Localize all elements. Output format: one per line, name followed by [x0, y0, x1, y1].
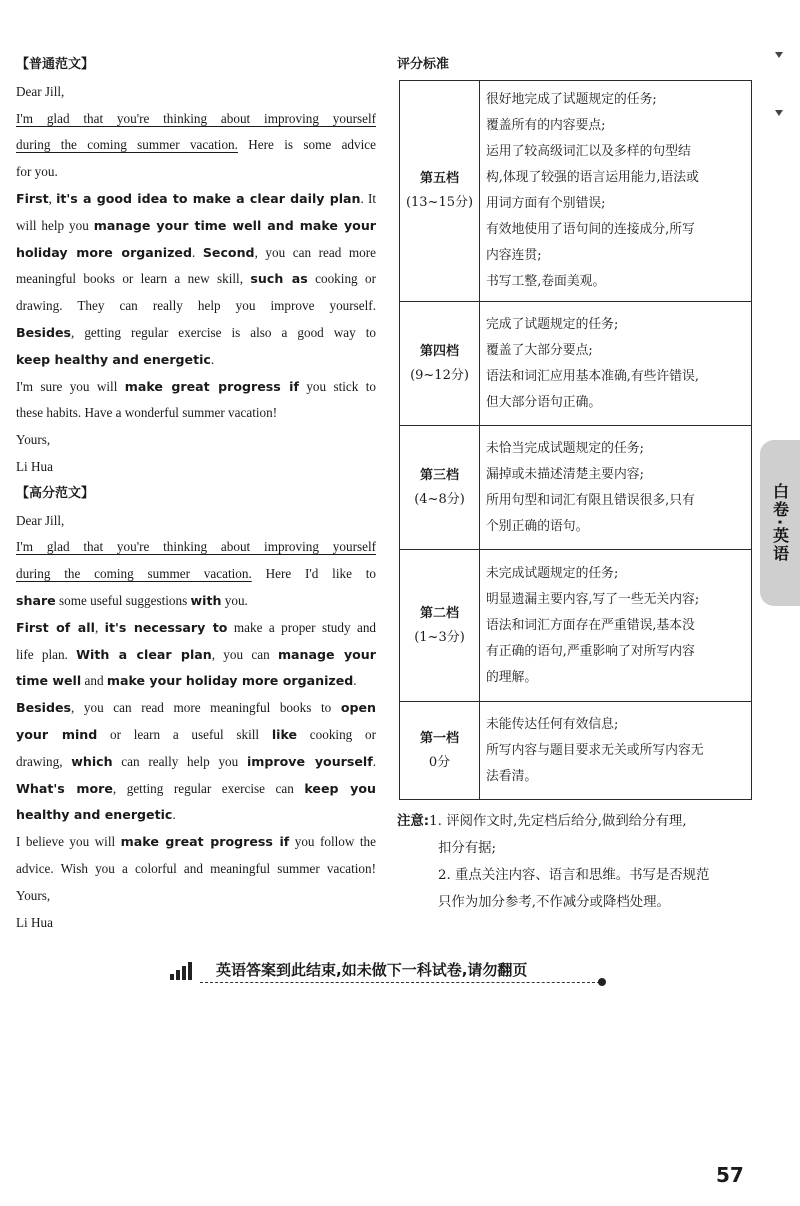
grade-level-cell [400, 81, 480, 302]
essay-line [16, 695, 376, 722]
grade-row [400, 550, 752, 702]
text-segment: these habits. Have a wonderful summer vacation! [16, 405, 278, 421]
criteria-line: 未能传达任何有效信息; [486, 716, 619, 732]
grade-level-cell [400, 702, 480, 800]
bold-phrase: like [271, 726, 298, 742]
text-segment: , getting regular exercise is also a good way to [71, 324, 376, 340]
text-segment: , [94, 619, 105, 635]
dot-icon [598, 978, 606, 986]
text-segment: Here is some advice [237, 137, 376, 153]
text-segment: you follow the [289, 834, 377, 850]
dashed-divider [200, 982, 600, 983]
text-segment: , [48, 190, 57, 206]
bold-phrase: make your holiday more organized [106, 673, 354, 689]
essay-signature: Li Hua [16, 914, 53, 930]
text-segment: , getting regular exercise can [112, 780, 305, 796]
grade-score-range: (13~15分) [405, 195, 474, 210]
bold-phrase: make great progress if [120, 834, 290, 850]
essay-line [16, 749, 376, 776]
grade-score-range: (4~8分) [414, 491, 465, 507]
text-segment: , you can [211, 646, 278, 662]
grade-name: 第五档 [419, 171, 459, 186]
bold-phrase: First [16, 190, 49, 206]
criteria-line: 语法和词汇方面存在严重错误,基本没 [486, 617, 695, 633]
essay-line [16, 159, 376, 186]
bold-phrase: manage your [277, 646, 376, 662]
note-line [397, 889, 757, 916]
criteria-line: 覆盖所有的内容要点; [486, 118, 606, 133]
text-segment: Here I'd like to [251, 566, 376, 582]
criteria-line: 但大部分语句正确。 [486, 394, 602, 410]
criteria-line: 所写内容与题目要求无关或所写内容无 [486, 742, 704, 758]
text-segment: you stick to [298, 378, 376, 394]
rubric-column [397, 52, 757, 916]
criteria-line: 内容连贯; [486, 248, 542, 263]
bold-phrase: it's a good idea to make a clear daily plan [56, 190, 361, 206]
essay-line [16, 213, 376, 240]
signal-bars-icon [170, 962, 200, 980]
grade-score-range: (1~3分) [414, 629, 465, 645]
essay-line [16, 320, 376, 347]
text-segment: , you can read more [254, 244, 376, 260]
note-text: 只作为加分参考,不作减分或降档处理。 [438, 895, 670, 910]
text-segment: . [353, 673, 357, 689]
text-segment: cooking or [297, 726, 376, 742]
subject-side-tab [760, 440, 800, 606]
text-segment: drawing. They can really help you improve yourself. [16, 298, 376, 314]
essay-line [16, 266, 376, 293]
bold-phrase: What's more [16, 780, 113, 796]
essay-line [16, 615, 376, 642]
note-line [397, 862, 757, 889]
note-text: 2. 重点关注内容、语言和思维。书写是否规范 [438, 868, 710, 883]
essay-closing: Yours, [16, 887, 51, 903]
criteria-line: 有效地使用了语句间的连接成分,所写 [486, 222, 695, 237]
grade-criteria-cell [480, 702, 752, 800]
essay-line [16, 856, 376, 883]
essay-greeting: Dear Jill, [16, 512, 65, 528]
text-segment: can really help you [112, 753, 247, 769]
essay-line [16, 776, 376, 803]
essay-line [16, 534, 376, 561]
text-segment: make a proper study and [227, 619, 377, 635]
criteria-line: 的理解。 [486, 669, 538, 685]
criteria-line: 运用了较高级词汇以及多样的句型结 [486, 144, 691, 159]
text-segment: . [191, 244, 203, 260]
bold-phrase: with [190, 592, 222, 608]
text-segment: advice. Wish you a colorful and meaningful summer vacation! [16, 860, 376, 876]
text-segment: and [81, 673, 107, 689]
bold-phrase: make great progress if [124, 378, 299, 394]
essay-line [16, 132, 376, 159]
criteria-line: 语法和词汇应用基本准确,有些许错误, [486, 368, 699, 384]
essay-line [16, 829, 376, 856]
bold-phrase: time well [16, 673, 82, 689]
end-banner [170, 958, 610, 988]
bold-phrase: First of all [16, 619, 95, 635]
grade-level-cell [400, 302, 480, 426]
essay-line [16, 106, 376, 133]
bold-phrase: Second [202, 244, 255, 260]
rubric-title: 评分标准 [397, 57, 450, 72]
criteria-line: 所用句型和词汇有限且错误很多,只有 [486, 492, 695, 508]
text-segment: you. [221, 592, 248, 608]
text-segment: I believe you will [16, 834, 121, 850]
text-segment: . [172, 807, 176, 823]
bold-phrase: such as [250, 271, 308, 287]
essay-line [16, 668, 376, 695]
grade-score-range: 0分 [428, 754, 451, 770]
grade-row [400, 81, 752, 302]
bold-phrase: holiday more organized [16, 244, 192, 260]
essay-line [16, 642, 376, 669]
essay-line [16, 722, 376, 749]
text-segment: . [210, 351, 215, 367]
essay-line [16, 347, 376, 374]
essay-line [16, 561, 376, 588]
grade-level-cell [400, 550, 480, 702]
criteria-line: 完成了试题规定的任务; [486, 316, 619, 332]
criteria-line: 漏掉或未描述清楚主要内容; [486, 466, 644, 482]
down-triangle-icon [775, 110, 783, 116]
text-segment: will help you [16, 217, 94, 233]
text-segment: cooking or [307, 271, 376, 287]
bold-phrase: improve yourself [246, 753, 373, 769]
text-segment: during the coming summer vacation. [16, 566, 252, 582]
text-segment: meaningful books or learn a new skill, [16, 271, 251, 287]
text-segment: I'm sure you will [16, 378, 125, 394]
essay-closing: Yours, [16, 432, 51, 448]
text-segment: . [372, 753, 377, 769]
criteria-line: 个别正确的语句。 [486, 518, 589, 534]
grade-criteria-cell [480, 302, 752, 426]
note-label: 注意: [397, 814, 430, 829]
essay-signature: Li Hua [16, 458, 53, 474]
essay-line [16, 802, 376, 829]
grade-score-range: (9~12分) [410, 367, 469, 383]
text-segment: some useful suggestions [55, 592, 191, 608]
text-segment: during the coming summer vacation. [16, 137, 238, 153]
text-segment: . It [360, 190, 377, 206]
essay-line [16, 186, 376, 213]
grade-criteria-cell [480, 550, 752, 702]
bold-phrase: With a clear plan [76, 646, 212, 662]
bold-phrase: healthy and energetic [16, 807, 173, 823]
text-segment: , you can read more meaningful books to [71, 700, 341, 716]
grade-name: 第二档 [419, 605, 459, 621]
criteria-line: 未完成试题规定的任务; [486, 565, 619, 581]
criteria-line: 未恰当完成试题规定的任务; [486, 440, 644, 456]
criteria-line: 法看清。 [486, 768, 538, 784]
subject-tab-label: 白卷·英语 [770, 482, 790, 564]
grade-row [400, 702, 752, 800]
note-text: 1. 评阅作文时,先定档后给分,做到给分有理, [429, 814, 687, 829]
essay-greeting: Dear Jill, [16, 83, 65, 99]
note-line [397, 835, 757, 862]
end-banner-text: 英语答案到此结束,如未做下一科试卷,请勿翻页 [216, 961, 528, 979]
bold-phrase: it's necessary to [104, 619, 228, 635]
essay-line [16, 588, 376, 615]
criteria-line: 很好地完成了试题规定的任务; [486, 92, 657, 107]
bold-phrase: keep you [304, 780, 376, 796]
essay-line [16, 240, 376, 267]
criteria-line: 明显遗漏主要内容,写了一些无关内容; [486, 591, 700, 607]
essay-line [16, 293, 376, 320]
criteria-line: 构,体现了较强的语言运用能力,语法或 [486, 170, 699, 185]
criteria-line: 有正确的语句,严重影响了对所写内容 [486, 643, 695, 659]
criteria-line: 覆盖了大部分要点; [486, 342, 593, 358]
essay-line [16, 374, 376, 401]
text-segment: or learn a useful skill [97, 726, 272, 742]
bold-phrase: Besides [16, 324, 72, 340]
note-line [397, 808, 757, 835]
grade-criteria-cell [480, 426, 752, 550]
grade-name: 第一档 [419, 730, 459, 746]
grade-row [400, 302, 752, 426]
essay-column [16, 52, 376, 936]
text-segment: drawing, [16, 753, 72, 769]
grade-criteria-cell [480, 81, 752, 302]
grading-table [399, 80, 752, 800]
criteria-line: 用词方面有个别错误; [486, 196, 606, 211]
grade-level-cell [400, 426, 480, 550]
bold-phrase: open [340, 700, 376, 716]
bold-phrase: keep healthy and energetic [16, 351, 211, 367]
essay-heading: 【高分范文】 [16, 485, 95, 501]
bold-phrase: Besides [16, 700, 72, 716]
page-number: 57 [716, 1163, 744, 1187]
criteria-line: 书写工整,卷面美观。 [486, 274, 606, 289]
text-segment: for you. [16, 164, 58, 180]
text-segment: I'm glad that you're thinking about improving yourself [16, 110, 376, 126]
bold-phrase: your mind [16, 726, 98, 742]
text-segment: I'm glad that you're thinking about improving yourself [16, 539, 376, 555]
notes [397, 808, 757, 916]
bold-phrase: share [16, 592, 56, 608]
text-segment: life plan. [16, 646, 77, 662]
down-triangle-icon [775, 52, 783, 58]
grade-name: 第四档 [419, 343, 459, 359]
bold-phrase: which [71, 753, 113, 769]
grade-row [400, 426, 752, 550]
essay-line [16, 400, 376, 427]
bold-phrase: manage your time well and make your [93, 217, 376, 233]
essay-heading: 【普通范文】 [16, 57, 95, 72]
note-text: 扣分有据; [438, 841, 497, 856]
grade-name: 第三档 [419, 467, 459, 483]
